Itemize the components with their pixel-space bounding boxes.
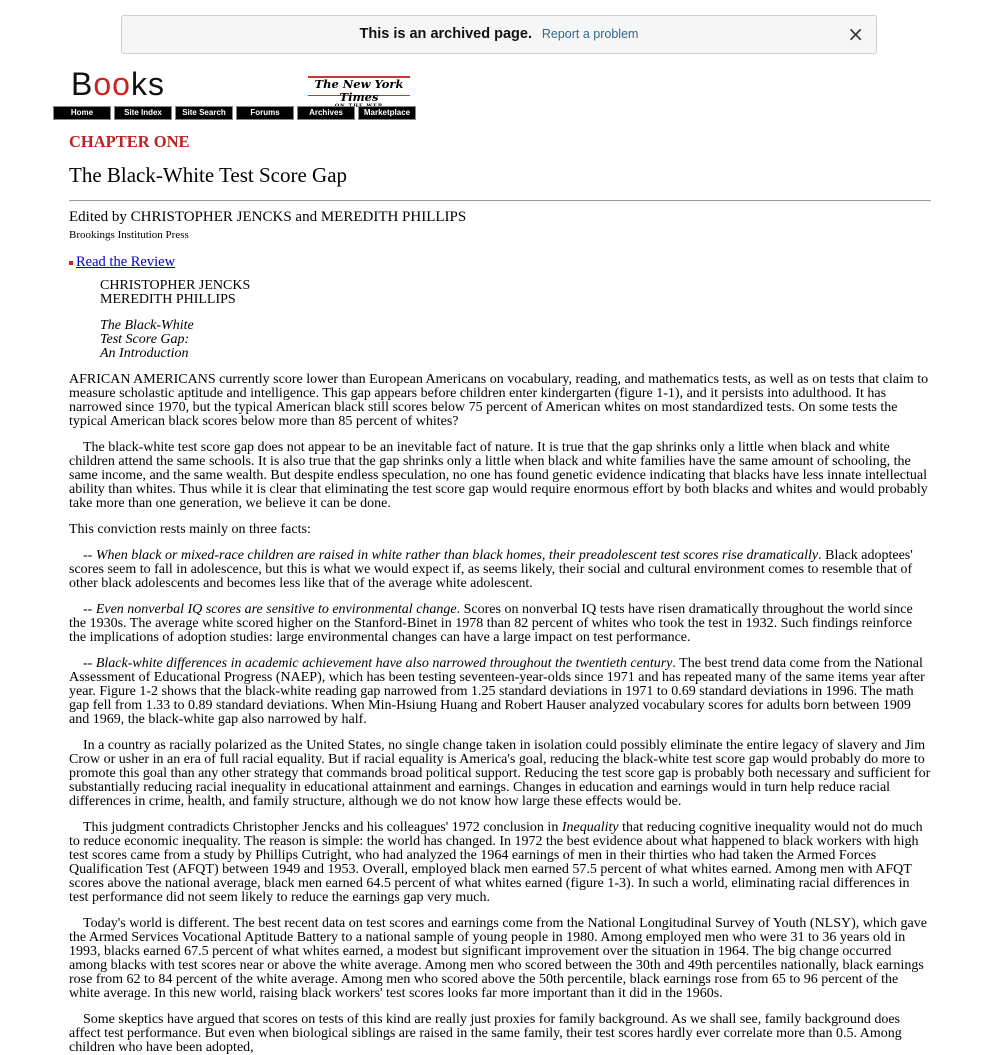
- fact-emphasis: Black-white differences in academic achievement have also narrowed throughout the twentieth century: [95, 656, 673, 671]
- intro-title-line: Test Score Gap:: [100, 332, 190, 347]
- paragraph-text: Some skeptics have argued that scores on tests of this kind are really just proxies for family background. As we shall see, family background does affect test performance. But even when biological siblings are raised in the same family, their test scores hardly ever correlate more than 0.5. Among children who have been adopted,: [69, 1012, 902, 1055]
- paragraph-text: The black-white test score gap does not appear to be an inevitable fact of nature. It is true that the gap shrinks only a little when black and white children attend the same schools. It is also true that the gap shrinks only a little when black and white families have the same amount of schooling, the same income, and the same wealth. But despite endless speculation, no one has found genetic evidence indicating that blacks have less innate intellectual ability than whites. Thus while it is clear that eliminating the test score gap would require enormous effort by both blacks and whites and would probably take more than one generation, we believe it can be done.: [69, 440, 928, 511]
- fact-dash: --: [83, 548, 96, 563]
- editors: Edited by CHRISTOPHER JENCKS and MEREDITH PHILLIPS: [69, 209, 467, 225]
- fact-text: . Black adoptees' scores seem to fall in adolescence, but this is what we would expect if, as seems likely, their social and cultural environment comes to resemble that of other black adolescents and becomes less like that of the average white adolescent.: [69, 548, 913, 591]
- read-review-link[interactable]: Read the Review: [76, 254, 176, 270]
- fact-text: . The best trend data come from the National Assessment of Educational Progress (NAEP), which has been testing seventeen-year-olds since 1971 and has repeated many of the same items year after year. Figure 1-2 shows that the black-white reading gap narrowed from 1.25 standard deviations in 1971 to 0.69 standard deviations in 1996. The math gap fell from 1.33 to 0.89 standard deviations. When Min-Hsiung Huang and Robert Hauser analyzed vocabulary scores for adults born between 1909 and 1969, the black-white gap also narrowed by half.: [69, 656, 925, 727]
- fact-emphasis: Even nonverbal IQ scores are sensitive to environmental change: [95, 602, 457, 617]
- nyt-logo[interactable]: [308, 76, 410, 109]
- fact-paragraph: [69, 603, 931, 645]
- nav-site-search[interactable]: Site Search: [175, 106, 233, 120]
- chapter-label: CHAPTER ONE: [69, 132, 190, 151]
- introduction-title: [100, 319, 931, 361]
- paragraph: [69, 821, 931, 905]
- nav-marketplace[interactable]: Marketplace: [358, 106, 416, 120]
- paragraph: [69, 1013, 931, 1055]
- paragraph-text: Today's world is different. The best recent data on test scores and earnings come from the National Longitudinal Survey of Youth (NLSY), which gave the Armed Services Vocational Aptitude Battery to a national sample of young people in 1980. Among employed men who were 31 to 36 years old in 1993, blacks earned 67.5 percent of what whites earned, a modest but significant improvement over the situation in 1964. The big change occurred among blacks with test scores near or above the white average. Among men who scored between the 30th and 49th percentiles nationally, black earnings rose from 62 to 84 percent of the white average. Among men who scored above the 50th percentile, black earnings rose from 65 to 96 percent of the white average. In this new world, raising black workers' test scores looks far more important than it did in the 1960s.: [69, 916, 927, 1001]
- review-link-row: [69, 253, 931, 271]
- site-nav: [53, 103, 416, 120]
- archive-banner: [121, 15, 877, 54]
- nav-site-index[interactable]: Site Index: [114, 106, 172, 120]
- fact-dash: --: [83, 656, 96, 671]
- archive-message: [122, 16, 876, 53]
- nav-archives[interactable]: Archives: [297, 106, 355, 120]
- intro-title-line: The Black-White: [100, 318, 194, 333]
- publisher: Brookings Institution Press: [69, 229, 189, 241]
- archive-text: This is an archived page.: [359, 26, 532, 42]
- fact-paragraph: [69, 657, 931, 727]
- fact-dash: --: [83, 602, 96, 617]
- bullet-icon: [69, 261, 73, 265]
- fact-text: . Scores on nonverbal IQ tests have risen dramatically throughout the world since the 1930s. The average white scored higher on the Stanford-Binet in 1978 than 82 percent of whites who took the test in 1932. Such findings reinforce the implications of adoption studies: large environmental changes can have a large impact on test performance.: [69, 602, 913, 645]
- paragraph-text: In a country as racially polarized as the United States, no single change taken in isolation could possibly eliminate the entire legacy of slavery and Jim Crow or usher in an era of full racial equality. But if racial equality is America's goal, reducing the black-white test score gap would probably do more to promote this goal than any other strategy that commands broad political support. Reducing the test score gap is probably both necessary and sufficient for substantially reducing racial inequality in educational attainment and earnings. Changes in education and earnings would in turn help reduce racial differences in crime, health, and family structure, although we do not know how large these effects would be.: [69, 738, 931, 809]
- fact-emphasis: When black or mixed-race children are raised in white rather than black homes, their preadolescent test scores rise dramatically: [95, 548, 819, 563]
- paragraph: AFRICAN AMERICANS currently score lower than European Americans on vocabulary, reading, and mathematics tests, as well as on tests that claim to measure scholastic aptitude and intelligence. This gap appears before children enter kindergarten (figure 1-1), and it persists into adulthood. It has narrowed since 1970, but the typical American black still scores below 75 percent of American whites on most standardized tests. On some tests the typical American black scores below more than 85 percent of whites?: [69, 372, 929, 429]
- author-name: MEREDITH PHILLIPS: [100, 292, 236, 307]
- nyt-logo-title: The New York Times: [314, 77, 404, 104]
- report-problem-link[interactable]: Report a problem: [541, 27, 639, 41]
- paragraph: This conviction rests mainly on three facts:: [69, 522, 311, 537]
- paragraph-text: This judgment contradicts Christopher Jencks and his colleagues' 1972 conclusion in: [83, 820, 562, 835]
- author-list: [100, 279, 931, 307]
- divider: [69, 200, 931, 201]
- nyt-logo-subtitle: THE: [348, 103, 364, 109]
- books-logo[interactable]: Books: [71, 66, 165, 102]
- article: [69, 132, 931, 1055]
- paragraph: [69, 739, 931, 809]
- fact-paragraph: [69, 549, 931, 591]
- author-name: CHRISTOPHER JENCKS: [100, 278, 251, 293]
- nav-home[interactable]: Home: [53, 106, 111, 120]
- close-icon[interactable]: ×: [847, 22, 864, 46]
- paragraph: [69, 917, 931, 1001]
- paragraph: [69, 441, 931, 511]
- intro-title-line: An Introduction: [100, 346, 189, 361]
- paragraph-text: that reducing cognitive inequality would not do much to reduce economic inequality. The reason is simple: the world has changed. In 1972 the best evidence about what happened to black workers with high test scores came from a study by Phillips Cutright, who had analyzed the 1964 earnings of men in their thirties who had taken the Armed Forces Qualification Test (AFQT) between 1949 and 1953. Overall, employed black men earned 57.5 percent of what whites earned. Among men with AFQT scores above the national average, black men earned 64.5 percent of what whites earned (figure 1-3). In such a world, eliminating racial differences in test performance did not seem likely to reduce the earnings gap very much.: [69, 820, 923, 905]
- book-reference: Inequality: [561, 820, 619, 835]
- nav-forums[interactable]: Forums: [236, 106, 294, 120]
- book-title: The Black-White Test Score Gap: [69, 163, 348, 187]
